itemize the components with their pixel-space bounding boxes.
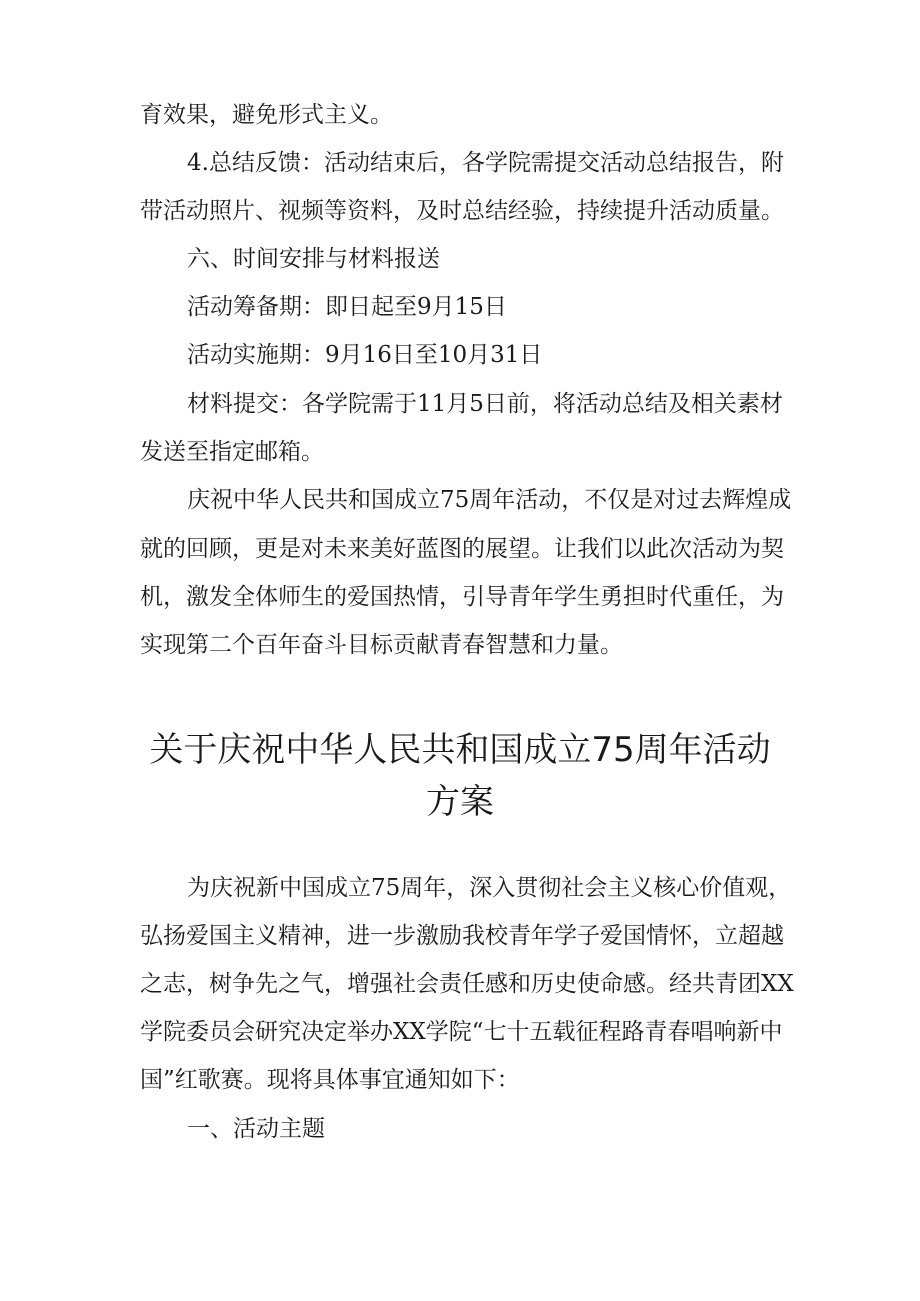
paragraph-line: 活动筹备期：即日起至9月15日	[187, 294, 507, 320]
paragraph-line: 发送至指定邮箱。	[140, 439, 324, 465]
paragraph-line: 材料提交：各学院需于11月5日前，将活动总结及相关素材	[187, 391, 783, 417]
paragraph-line: 为庆祝新中国成立75周年，深入贯彻社会主义核心价值观，	[187, 875, 792, 901]
paragraph-line: 学院委员会研究决定举办XX学院“七十五载征程路青春唱响新中	[140, 1019, 783, 1045]
paragraph-line: 4.总结反馈：活动结束后，各学院需提交活动总结报告，附	[187, 150, 784, 176]
document-title: 关于庆祝中华人民共和国成立75周年活动	[149, 730, 771, 770]
paragraph-line: 之志，树争先之气，增强社会责任感和历史使命感。经共青团XX	[140, 971, 794, 997]
section-heading: 一、活动主题	[187, 1116, 325, 1142]
section-heading: 六、时间安排与材料报送	[187, 246, 440, 272]
paragraph-line: 带活动照片、视频等资料，及时总结经验，持续提升活动质量。	[140, 198, 784, 224]
paragraph-line: 实现第二个百年奋斗目标贡献青春智慧和力量。	[140, 632, 623, 658]
paragraph-line: 弘扬爱国主义精神，进一步激励我校青年学子爱国情怀，立超越	[140, 923, 784, 949]
paragraph-line: 就的回顾，更是对未来美好蓝图的展望。让我们以此次活动为契	[140, 536, 784, 562]
document-title: 方案	[426, 782, 494, 822]
paragraph-line: 活动实施期：9月16日至10月31日	[187, 342, 543, 368]
paragraph-line: 国”红歌赛。现将具体事宜通知如下：	[140, 1067, 520, 1093]
paragraph-line: 庆祝中华人民共和国成立75周年活动，不仅是对过去辉煌成	[187, 487, 792, 513]
paragraph-line: 机，激发全体师生的爱国热情，引导青年学生勇担时代重任，为	[140, 584, 784, 610]
paragraph-line: 育效果，避免形式主义。	[140, 102, 393, 128]
